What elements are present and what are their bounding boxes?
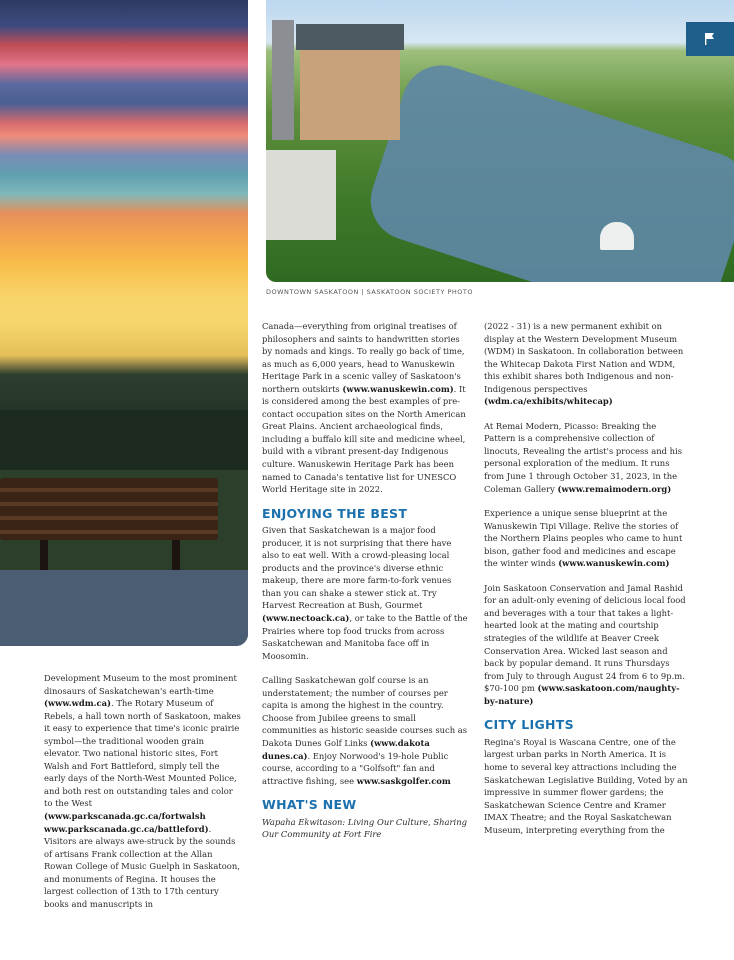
- paragraph: [262, 816, 468, 841]
- section-heading: CITY LIGHTS: [484, 717, 574, 733]
- text: Regina's Royal is Wascana Centre, one of the largest urban parks in North America. It is home to several key attractions including the Saskatchewan Legislative Building, Voted by an impressive in summer flower gardens; the Saskatchewan Science Centre and Kramer IMAX Theatre; and the Royal Saskatchewan Museum, interpreting everything from the: [484, 736, 688, 835]
- link[interactable]: (www.wanuskewin.com): [342, 383, 454, 394]
- text: . The Rotary Museum of Rebels, a hall town north of Saskatoon, makes it easy to experience that time's iconic prairie symbol—the traditional wooden grain elevator. Two national historic sites, Fort Walsh and Fort Battleford, simply tell the early days of the North-West Mounted Police, and both rest on outstanding tales and color to the West: [44, 698, 241, 809]
- sunset-bench-photo: [0, 0, 248, 646]
- text: . Visitors are always awe-struck by the sounds of artisans Frank collection at the Allan Rowan College of Music Guelph in Saskatoon, and monuments of Regina. It houses the largest collection of 13th to 17th century books and manuscripts in: [44, 823, 240, 909]
- text: . It is considered among the best examples of pre-contact occupation sites on the North American Great Plains. Ancient archaeological finds, including a buffalo kill site and medicine wheel, build with a vibrant present-day Indigenous culture. Wanuskewin Heritage Park has been named to Canada's tentative list for UNESCO World Heritage site in 2022.: [262, 383, 466, 495]
- paragraph: [484, 736, 690, 836]
- photo-caption: DOWNTOWN SASKATOON | SASKATOON SOCIETY PHOTO: [266, 288, 474, 296]
- river: [360, 55, 734, 282]
- text: (2022 - 31) is a new permanent exhibit on display at the Western Development Museum (WDM) in Saskatoon. In collaboration between the Whitecap Dakota First Nation and WDM, this exhibit shares both Indigenous and non-Indigenous perspectives: [484, 321, 684, 394]
- article-column-2: [262, 320, 468, 853]
- text: At Remai Modern, Picasso: Breaking the Pattern is a comprehensive collection of linocuts, Revealing the artist's process and his personal exploration of the medium. It runs from June 1 through October 31, 2023, in the Coleman Gallery: [484, 420, 683, 494]
- paragraph: [262, 674, 468, 787]
- text: Wapaha Ekwitason: Living Our Culture, Sharing Our Community at Fort Fire: [262, 816, 467, 840]
- text: Experience a unique sense blueprint at the Wanuskewin Tipi Village. Relive the stories of the Northern Plains peoples who came to hunt bison, gather food and medicines and escape the winter winds: [484, 508, 683, 569]
- link[interactable]: (www.wanuskewin.com): [558, 558, 670, 569]
- text: Calling Saskatchewan golf course is an understatement; the number of courses per capita is among the highest in the country. Choose from Jubilee greens to small communities as historic seaside courses such as Dakota Dunes Golf Links: [262, 675, 468, 748]
- paragraph: [262, 320, 468, 496]
- hotel-building: [300, 40, 400, 140]
- text: Join Saskatoon Conservation and Jamal Rashid for an adult-only evening of delicious local food and beverages with a tour that takes a light-hearted look at the mating and courtship strategies of the wildlife at Beaver Creek Conservation Area. Wicked last season and back by popular demand. It runs Thursdays from July to through August 24 from 6 to 9p.m. $70-100 pm: [484, 582, 686, 694]
- link[interactable]: (wdm.ca/exhibits/whitecap): [484, 396, 613, 407]
- link[interactable]: (www.remaimodern.org): [557, 483, 672, 494]
- text: , or take to the Battle of the Prairies where top food trucks from across Saskatchewan and Manitoba face off in Moosomin.: [262, 613, 468, 661]
- article-column-1: [44, 672, 242, 922]
- paragraph: [484, 420, 690, 495]
- paragraph: [484, 507, 690, 570]
- gazebo: [600, 222, 634, 250]
- paragraph: [44, 672, 242, 910]
- beach-flag-icon-svg: [702, 31, 718, 47]
- tower-building: [272, 20, 294, 140]
- link[interactable]: (www.nectoack.ca): [262, 613, 350, 624]
- paragraph: [484, 320, 690, 408]
- text: Development Museum to the most prominent dinosaurs of Saskatchewan's earth-time: [44, 673, 237, 696]
- dark-hill: [0, 410, 248, 470]
- beach-flag-icon: [686, 22, 734, 56]
- text: . Enjoy Norwood's 19-hole Public course, according to a "Golfsoft" fan and attractive fishing, see: [262, 750, 449, 786]
- hotel-roof: [296, 24, 404, 50]
- paragraph: [484, 582, 690, 707]
- article-column-3: [484, 320, 690, 848]
- section-heading: WHAT'S NEW: [262, 797, 357, 813]
- wooden-bench: [0, 478, 218, 540]
- text: Given that Saskatchewan is a major food producer, it is not surprising that there have also to eat well. With a crowd-pleasing local products and the province's diverse ethnic makeup, there are more farm-to-fork venues than you can shake a stewer stick at. Try Harvest Recreation at Bush, Gourmet: [262, 525, 452, 611]
- paved-path: [0, 570, 248, 646]
- text: Canada—everything from original treatises of philosophers and saints to handwritten stories by nomads and kings. To really go back of time, as much as 6,000 years, head to Wanuskewin Heritage Park in a scenic valley of Saskatoon's northern outskirts: [262, 321, 465, 394]
- link[interactable]: www.saskgolfer.com: [356, 775, 451, 786]
- link[interactable]: (www.wdm.ca): [44, 698, 111, 709]
- link[interactable]: (www.dakota dunes.ca): [262, 737, 430, 761]
- link[interactable]: www.parkscanada.gc.ca/battleford): [44, 823, 209, 834]
- white-building: [266, 150, 336, 240]
- paragraph: [262, 524, 468, 662]
- link[interactable]: (www.parkscanada.gc.ca/fortwalsh: [44, 811, 206, 822]
- downtown-saskatoon-photo: [266, 0, 734, 282]
- link[interactable]: (www.saskatoon.com/naughty-by-nature): [484, 683, 680, 706]
- section-heading: ENJOYING THE BEST: [262, 505, 408, 521]
